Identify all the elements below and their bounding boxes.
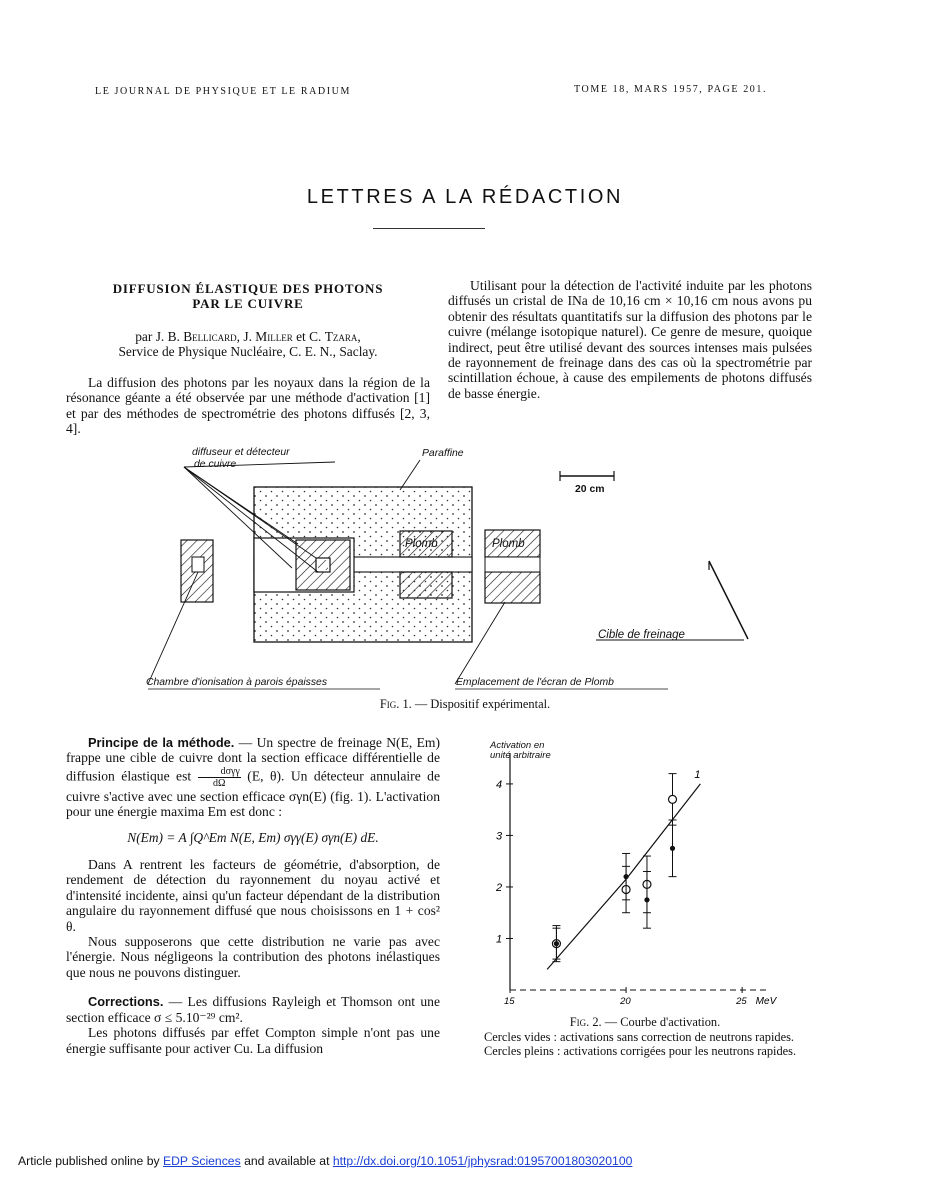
article-title bbox=[66, 281, 430, 311]
right-column-top bbox=[448, 278, 812, 401]
y-tick-label: 2 bbox=[496, 881, 503, 894]
filled-circle-point bbox=[670, 846, 675, 851]
open-circle-point bbox=[669, 795, 677, 803]
label-cible: Cible de freinage bbox=[598, 629, 685, 641]
chart-axes bbox=[510, 753, 770, 990]
principe-paragraph-3: Nous supposerons que cette distribution ne varie pas avec l'énergie. Nous négligeons la contribution des photons inélastiques que nous ne pouvons distinguer. bbox=[66, 934, 440, 980]
figure1-caption bbox=[0, 697, 930, 712]
lead-shield-lower bbox=[485, 572, 540, 603]
x-axis-label: MeV bbox=[755, 996, 777, 1007]
authors bbox=[66, 329, 430, 344]
figure1-diagram bbox=[0, 440, 930, 710]
label-emplacement: Emplacement de l'écran de Plomb bbox=[456, 677, 614, 688]
principe-text-b: (E, θ). Un détecteur annulaire de cuivre s'active avec une section efficace σγn(E) (fig. 1). L'activation pour une énergie maxima Em est donc : bbox=[66, 768, 441, 820]
bremsstrahlung-target bbox=[709, 561, 748, 639]
x-tick-label: 20 bbox=[620, 996, 631, 1007]
intro-paragraph: La diffusion des photons par les noyaux dans la région de la résonance géante a été observée par une méthode d'activation [1] et par des méthodes de spectrométrie des photons diffusés [2, 3, 4]. bbox=[66, 374, 430, 437]
lead-block-lower bbox=[400, 572, 452, 598]
figure2-note-2: Cercles pleins : activations corrigées pour les neutrons rapides. bbox=[484, 1044, 797, 1058]
article-title-line1: DIFFUSION ÉLASTIQUE DES PHOTONS bbox=[112, 281, 384, 296]
author1-initials: J. B. bbox=[155, 329, 180, 344]
corrections-paragraph-1 bbox=[66, 994, 440, 1025]
principe-paragraph-2: Dans A rentrent les facteurs de géométrie, d'absorption, de rendement de détection du rayonnement du noyau activé et d'intensité incidente, ainsi qu'un facteur dépendant de la distribution angulaire du rayonnement diffusé que nous choisissons en 1 + cos² θ. bbox=[66, 857, 440, 934]
article-title-line2: PAR LE CUIVRE bbox=[192, 296, 304, 311]
author2-name: Miller bbox=[255, 329, 293, 344]
left-column-top bbox=[66, 281, 430, 436]
x-tick-label: 15 bbox=[504, 996, 515, 1007]
figure2-chart bbox=[470, 735, 790, 1015]
activation-equation: N(Em) = A ∫Q^Em N(E, Em) σγγ(E) σγn(E) dE. bbox=[127, 829, 379, 845]
footer-doi-link[interactable]: http://dx.doi.org/10.1051/jphysrad:01957001803020100 bbox=[332, 1154, 633, 1168]
title-rule bbox=[373, 228, 485, 229]
figure1-caption-label: Fig. 1. bbox=[379, 697, 412, 711]
fraction-denominator: dΩ bbox=[213, 777, 226, 789]
corrections-text: — Les diffusions Rayleigh et Thomson ont une section efficace σ ≤ 5.10⁻²⁹ cm². bbox=[66, 994, 440, 1025]
principe-heading: Principe de la méthode. bbox=[88, 735, 235, 750]
author1-name: Bellicard, bbox=[183, 329, 241, 344]
label-plomb-inner: Plomb bbox=[405, 538, 438, 550]
author3-name: Tzara, bbox=[324, 329, 361, 344]
figure1-caption-text: — Dispositif expérimental. bbox=[414, 697, 551, 711]
footer-middle: and available at bbox=[244, 1154, 330, 1168]
chart-points bbox=[552, 774, 676, 962]
filled-circle-point bbox=[623, 874, 628, 879]
footer-prefix: Article published online by bbox=[18, 1154, 160, 1168]
curve-label: 1 bbox=[694, 768, 701, 781]
label-paraffine: Paraffine bbox=[422, 448, 464, 459]
right-intro-paragraph: Utilisant pour la détection de l'activité induite par les photons diffusés un cristal de INa de 10,16 cm × 10,16 cm nous avons pu obtenir des résultats quantitatifs sur la diffusion des photons par le cuivre (mélange isotopique naturel). Ce genre de mesure, quoique indirect, peut être utilisé devant des sources intenses mais pulsées de rayonnement de freinage dans des cas où la spectrométrie par scintillation échoue, à cause des empilements de photons diffusés de basse énergie. bbox=[448, 278, 812, 401]
label-plomb-outer: Plomb bbox=[492, 538, 525, 550]
authors-prefix: par bbox=[135, 329, 153, 344]
cross-section-fraction bbox=[198, 766, 241, 789]
filled-circle-point bbox=[554, 941, 559, 946]
x-tick-label: 25 bbox=[736, 996, 747, 1007]
affiliation: Service de Physique Nucléaire, C. E. N., Saclay. bbox=[118, 344, 378, 360]
label-de-cuivre: de cuivre bbox=[194, 459, 237, 470]
y-tick-label: 1 bbox=[496, 933, 503, 946]
y-tick-label: 4 bbox=[496, 778, 503, 791]
chart-curve bbox=[547, 769, 700, 969]
footer-publisher-link[interactable]: EDP Sciences bbox=[163, 1154, 241, 1168]
chart-ylabel: Activation en unité arbitraire bbox=[490, 740, 551, 761]
footer bbox=[18, 1154, 632, 1168]
chart-ticks bbox=[495, 779, 778, 1007]
left-column-bottom bbox=[66, 735, 440, 1056]
journal-header: LE JOURNAL DE PHYSIQUE ET LE RADIUM bbox=[95, 86, 351, 97]
figure2-caption-label: Fig. 2. bbox=[569, 1015, 602, 1029]
principe-paragraph-1 bbox=[66, 735, 440, 820]
principe-text-a: — Un spectre de freinage N(E, Em) frappe une cible de cuivre dont la section efficace différentielle de diffusion élastique est bbox=[66, 735, 440, 784]
section-title: LETTRES A LA RÉDACTION bbox=[306, 186, 624, 208]
figure2-caption-text: — Courbe d'activation. bbox=[604, 1015, 721, 1029]
y-tick-label: 3 bbox=[496, 830, 503, 843]
author3-initials: C. bbox=[309, 329, 322, 344]
authors-and: et bbox=[296, 329, 306, 344]
corrections-paragraph-2: Les photons diffusés par effet Compton simple n'ont pas une énergie suffisante pour activer Cu. La diffusion bbox=[66, 1025, 440, 1056]
author2-initials: J. bbox=[243, 329, 252, 344]
figure2-captions bbox=[470, 1015, 820, 1058]
figure2-note-1: Cercles vides : activations sans correction de neutrons rapides. bbox=[484, 1030, 795, 1044]
figure2-caption bbox=[470, 1015, 820, 1030]
filled-circle-point bbox=[644, 897, 649, 902]
corrections-heading: Corrections. bbox=[88, 994, 164, 1010]
label-chambre: Chambre d'ionisation à parois épaisses bbox=[146, 677, 328, 688]
label-scale: 20 cm bbox=[575, 484, 605, 495]
issue-header: TOME 18, MARS 1957, PAGE 201. bbox=[574, 84, 768, 95]
label-diffuseur: diffuseur et détecteur bbox=[192, 447, 290, 458]
fraction-numerator: dσγγ bbox=[198, 766, 241, 778]
